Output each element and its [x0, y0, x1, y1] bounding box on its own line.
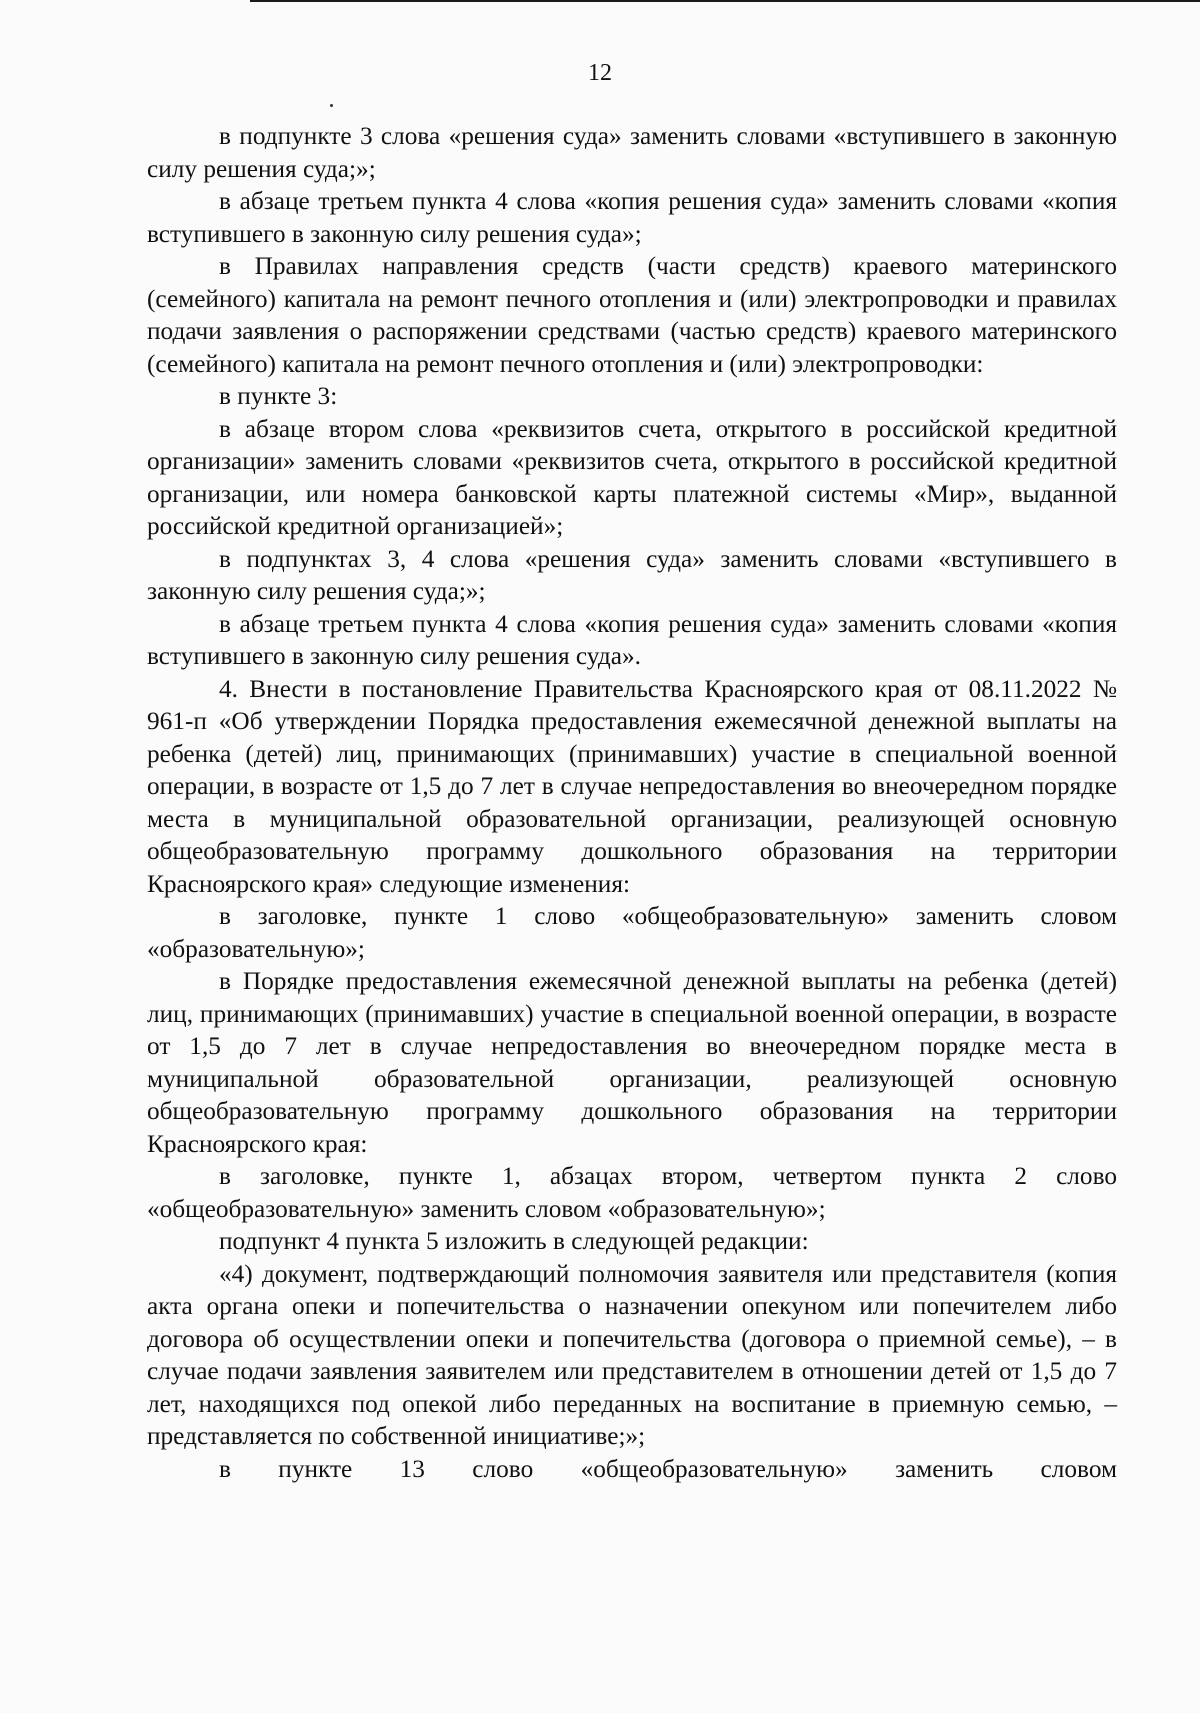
- paragraph-8: 4. Внести в постановление Правительства Красноярского края от 08.11.2022 № 961-п «Об утверждении Порядка предоставления ежемесячной денежной выплаты на ребенка (детей) лиц, принимающих (принимавших) участие в специальной военной операции, в возрасте от 1,5 до 7 лет в случае непредоставления во внеочередном порядке места в муниципальной образовательной организации, реализующей основную общеобразовательную программу дошкольного образования на территории Красноярского края» следующие изменения:: [147, 674, 1117, 898]
- paragraph-3: в Правилах направления средств (части средств) краевого материнского (семейного) капитала на ремонт печного отопления и (или) электропроводки и правилах подачи заявления о распоряжении средствами (частью средств) краевого материнского (семейного) капитала на ремонт печного отопления и (или) электропроводки:: [147, 252, 1117, 378]
- page-number: 12: [588, 60, 612, 86]
- paragraph-14: в пункте 13 слово «общеобразовательную» заменить словом: [219, 1454, 1117, 1483]
- paragraph-10: в Порядке предоставления ежемесячной денежной выплаты на ребенка (детей) лиц, принимающих (принимавших) участие в специальной военной операции, в возрасте от 1,5 до 7 лет в случае непредоставления во внеочередном порядке места в муниципальной образовательной организации, реализующей основную общеобразовательную программу дошкольного образования на территории Красноярского края:: [147, 967, 1117, 1158]
- paragraph-9: в заголовке, пункте 1 слово «общеобразовательную» заменить словом «образовательную»;: [147, 902, 1117, 963]
- paragraph-13: «4) документ, подтверждающий полномочия заявителя или представителя (копия акта органа опеки и попечительства о назначении опекуном или попечителем либо договора об осуществлении опеки и попечительства (договора о приемной семье), – в случае подачи заявления заявителем или представителем в отношении детей от 1,5 до 7 лет, находящихся под опекой либо переданных на воспитание в приемную семью, – представляется по собственной инициативе;»;: [147, 1259, 1117, 1450]
- paragraph-4: в пункте 3:: [219, 382, 338, 410]
- document-body: [147, 120, 1117, 1485]
- paragraph-6: в подпунктах 3, 4 слова «решения суда» заменить словами «вступившего в законную силу решения суда;»;: [147, 544, 1117, 605]
- paragraph-5: в абзаце втором слова «реквизитов счета, открытого в российской кредитной организации» заменить словами «реквизитов счета, открытого в российской кредитной организации, или номера банковской карты платежной системы «Мир», выданной российской кредитной организацией»;: [147, 414, 1117, 540]
- paragraph-11: в заголовке, пункте 1, абзацах втором, четвертом пункта 2 слово «общеобразовательную» заменить словом «образовательную»;: [147, 1162, 1117, 1223]
- paragraph-1: в подпункте 3 слова «решения суда» заменить словами «вступившего в законную силу решения суда;»;: [147, 122, 1117, 183]
- scan-speck: [330, 104, 333, 107]
- paragraph-12: подпункт 4 пункта 5 изложить в следующей редакции:: [219, 1227, 809, 1255]
- paragraph-2: в абзаце третьем пункта 4 слова «копия решения суда» заменить словами «копия вступившего в законную силу решения суда»;: [147, 187, 1117, 248]
- scan-edge-line: [250, 0, 1200, 2]
- paragraph-7: в абзаце третьем пункта 4 слова «копия решения суда» заменить словами «копия вступившего в законную силу решения суда».: [147, 609, 1117, 670]
